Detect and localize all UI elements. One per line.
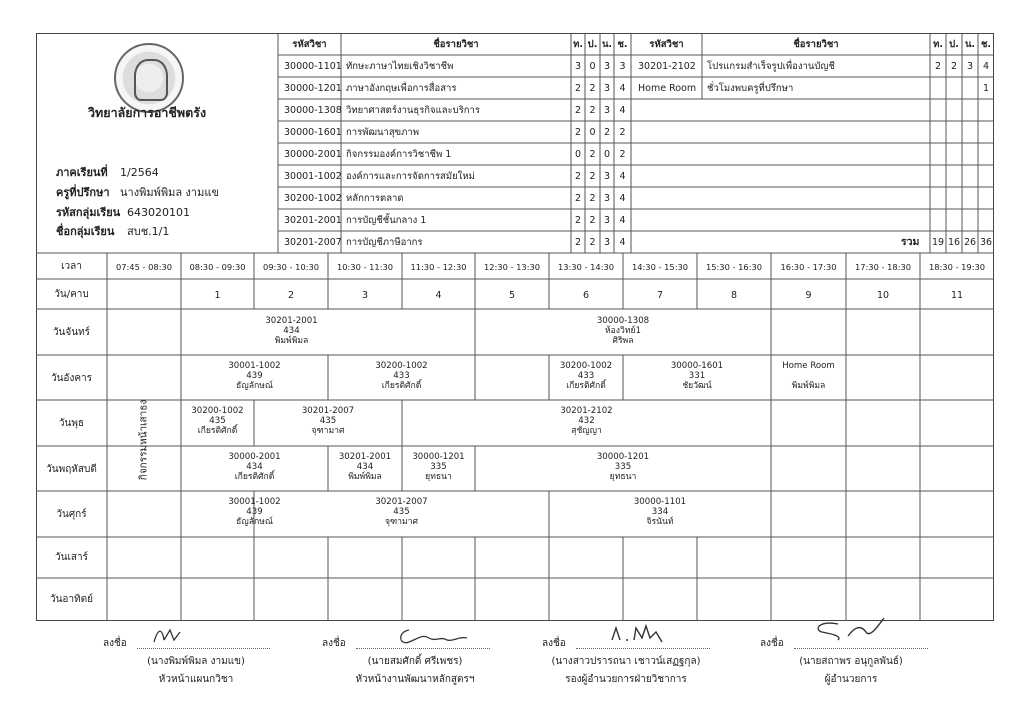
subject-code: 30000-2001 (284, 149, 342, 160)
header-c-right: ช. (980, 39, 992, 50)
subject-name: การพัฒนาสุขภาพ (346, 127, 420, 138)
subject-code: 30000-1308 (284, 105, 342, 116)
handwritten-signature (606, 620, 676, 646)
info-label-group-name: ชื่อกลุ่มเรียน (56, 225, 115, 238)
subject-t: 2 (574, 83, 582, 94)
class-teacher: ยุทธนา (425, 472, 452, 482)
period-number: 10 (876, 290, 890, 301)
subject-p: 2 (589, 193, 596, 204)
class-teacher: พิมพ์พิมล (348, 472, 382, 482)
class-code: 30201-2102 (560, 406, 613, 416)
subject-t: 2 (574, 237, 582, 248)
time-slot: 18:30 - 19:30 (928, 262, 986, 272)
period-number: 7 (656, 290, 664, 301)
signature-line (794, 648, 928, 649)
class-code: 30200-1002 (191, 406, 244, 416)
class-code: 30000-1201 (412, 452, 465, 462)
signer-name: (นายสถาพร อนุกูลพันธ์) (799, 656, 903, 667)
subject-name: หลักการตลาด (346, 193, 404, 204)
signer-name: (นางสาวปรารถนา เชาวน์เสฏฐกุล) (551, 656, 701, 667)
subject-p: 2 (589, 149, 596, 160)
subject-code: 30000-1601 (284, 127, 342, 138)
sign-label: ลงชื่อ (542, 638, 566, 649)
subject-code: 30001-1002 (284, 171, 342, 182)
class-block (402, 452, 475, 482)
class-room: 435 (319, 416, 337, 426)
class-room: 435 (209, 416, 226, 426)
class-code: 30201-2007 (301, 406, 355, 416)
class-teacher: พิมพ์พิมล (791, 381, 826, 391)
college-name: วิทยาลัยการอาชีพตรัง (88, 105, 207, 120)
class-teacher: สุชัญญา (571, 426, 602, 436)
class-room: 434 (356, 462, 374, 472)
subject-t: 2 (574, 105, 582, 116)
class-teacher: เกียรติศักดิ์ (381, 381, 422, 391)
class-room: 331 (688, 371, 706, 381)
class-room: 434 (283, 326, 300, 336)
header-p-right: ป. (949, 39, 959, 50)
day-label-thursday: วันพฤหัสบดี (46, 464, 97, 475)
subject-n: 2 (603, 127, 611, 138)
class-teacher: จุฑามาศ (385, 517, 418, 527)
period-number: 11 (950, 290, 964, 301)
class-code: 30201-2007 (375, 497, 428, 507)
subject-name: ชั่วโมงพบครูที่ปรึกษา (707, 83, 794, 94)
header-t-left: ท. (573, 39, 583, 50)
time-slot: 10:30 - 11:30 (336, 262, 394, 272)
total-c: 36 (979, 237, 993, 248)
header-p-left: ป. (587, 39, 598, 50)
period-number: 3 (361, 290, 369, 301)
day-label-monday: วันจันทร์ (52, 327, 91, 338)
handwritten-signature (808, 614, 888, 646)
class-room: 433 (393, 371, 410, 381)
class-room: 435 (393, 507, 410, 517)
class-room: 335 (614, 462, 632, 472)
header-n-left: น. (601, 39, 613, 50)
class-code: 30001-1002 (228, 361, 281, 371)
subject-p: 2 (589, 237, 596, 248)
handwritten-signature (395, 624, 485, 648)
time-slot: 14:30 - 15:30 (631, 262, 689, 272)
signature-line (576, 648, 710, 649)
subject-n: 3 (966, 61, 974, 72)
class-room: 335 (430, 462, 447, 472)
subject-name: วิทยาศาสตร์งานธุรกิจและบริการ (346, 105, 480, 116)
subject-n: 3 (603, 61, 611, 72)
subject-c: 4 (619, 193, 626, 204)
class-block (181, 316, 402, 346)
header-subject-code-left: รหัสวิชา (292, 39, 327, 50)
subject-n: 3 (603, 105, 611, 116)
subject-p: 2 (589, 215, 596, 226)
handwritten-signature (150, 624, 190, 648)
total-n: 26 (963, 237, 977, 248)
class-room: 439 (246, 507, 263, 517)
class-block (475, 316, 771, 346)
class-room (771, 371, 846, 381)
subject-p: 2 (589, 171, 596, 182)
day-label-friday: วันศุกร์ (56, 509, 87, 520)
info-label-group-code: รหัสกลุ่มเรียน (56, 206, 121, 219)
subject-name: ทักษะภาษาไทยเชิงวิชาชีพ (346, 61, 454, 72)
subject-n: 3 (603, 193, 611, 204)
subject-p: 2 (950, 61, 958, 72)
time-slot: 08:30 - 09:30 (189, 262, 246, 272)
subject-code: 30200-1002 (284, 193, 342, 204)
subject-t: 2 (574, 127, 582, 138)
subject-name: การบัญชีชั้นกลาง 1 (346, 215, 427, 226)
class-room: 433 (577, 371, 595, 381)
signer-position: หัวหน้าแผนกวิชา (158, 674, 234, 685)
subject-code: 30201-2007 (284, 237, 342, 248)
time-slot: 11:30 - 12:30 (410, 262, 467, 272)
class-teacher: ชัยวัฒน์ (682, 381, 712, 391)
period-label: วัน/คาบ (54, 289, 89, 300)
class-teacher: ศิริพล (612, 336, 634, 346)
period-number: 9 (805, 290, 812, 301)
info-value-group-code: 643020101 (127, 206, 190, 219)
subject-n: 3 (603, 237, 611, 248)
time-slot: 12:30 - 13:30 (483, 262, 541, 272)
signer-position: ผู้อำนวยการ (824, 674, 878, 685)
time-slot: 13:30 - 14:30 (557, 262, 615, 272)
class-room: 439 (246, 371, 263, 381)
subject-p: 2 (589, 83, 596, 94)
subject-c: 2 (619, 149, 626, 160)
subject-c: 3 (619, 61, 626, 72)
class-teacher: เกียรติศักดิ์ (234, 472, 275, 482)
subject-t: 2 (934, 61, 942, 72)
subject-code: 30201-2001 (284, 215, 342, 226)
class-code: 30001-1002 (228, 497, 281, 507)
subject-t: 2 (574, 215, 582, 226)
class-block (549, 497, 771, 527)
subject-c: 4 (619, 83, 626, 94)
time-label: เวลา (61, 261, 82, 272)
class-block (181, 452, 328, 482)
header-n-right: น. (964, 39, 976, 50)
subject-name: การบัญชีภาษีอากร (346, 237, 423, 248)
morning-activity-label: กิจกรรมหน้าเสาธง (138, 399, 150, 481)
subject-c: 2 (619, 127, 626, 138)
header-subject-name-left: ชื่อรายวิชา (433, 39, 479, 50)
class-code: 30200-1002 (375, 361, 428, 371)
class-teacher: เกียรติศักดิ์ (566, 381, 606, 391)
header-subject-code-right: รหัสวิชา (649, 39, 684, 50)
sign-label: ลงชื่อ (760, 638, 784, 649)
info-value-group-name: สบช.1/1 (127, 225, 170, 238)
time-slot: 15:30 - 16:30 (705, 262, 763, 272)
class-teacher: ยุทธนา (609, 472, 637, 482)
class-block (402, 406, 771, 436)
day-label-tuesday: วันอังคาร (50, 373, 92, 384)
class-code: 30201-2001 (338, 452, 392, 462)
subject-c: 4 (619, 215, 626, 226)
class-teacher: จุฑามาศ (311, 426, 345, 436)
class-teacher: ธัญลักษณ์ (236, 381, 273, 391)
period-number: 2 (287, 290, 295, 301)
period-number: 4 (435, 290, 442, 301)
class-code: 30000-1308 (596, 316, 650, 326)
class-code: 30201-2001 (265, 316, 318, 326)
class-code: Home Room (782, 361, 835, 371)
class-teacher: พิมพ์พิมล (274, 336, 309, 346)
subject-name: ภาษาอังกฤษเพื่อการสื่อสาร (346, 83, 457, 94)
class-room: ห้องวิทย์1 (604, 326, 642, 336)
subject-name: โปรแกรมสำเร็จรูปเพื่องานบัญชี (707, 61, 835, 72)
sign-label: ลงชื่อ (322, 638, 346, 649)
subject-t: 2 (574, 171, 582, 182)
info-value-advisor: นางพิมพ์พิมล งามแข (120, 186, 219, 199)
subject-name: กิจกรรมองค์การวิชาชีพ 1 (346, 149, 452, 160)
subject-c: 1 (982, 83, 990, 94)
signer-position: หัวหน้างานพัฒนาหลักสูตรฯ (355, 674, 475, 685)
total-label: รวม (901, 236, 920, 248)
subject-c: 4 (619, 237, 626, 248)
signer-name: (นายสมศักดิ์ ศรีเพชร) (367, 656, 463, 667)
header-t-right: ท. (933, 39, 943, 50)
info-label-term: ภาคเรียนที่ (56, 166, 108, 179)
subject-t: 2 (574, 193, 582, 204)
subject-c: 4 (982, 61, 990, 72)
class-block (181, 406, 254, 436)
subject-p: 0 (589, 127, 596, 138)
class-block (771, 361, 846, 391)
time-slot: 07:45 - 08:30 (115, 262, 173, 272)
subject-n: 0 (603, 149, 611, 160)
subject-n: 3 (603, 83, 611, 94)
period-number: 6 (582, 290, 590, 301)
subject-n: 3 (603, 215, 611, 226)
class-block (254, 497, 549, 527)
class-room: 334 (651, 507, 669, 517)
header-subject-name-right: ชื่อรายวิชา (793, 39, 839, 50)
class-block (549, 361, 623, 391)
subject-c: 4 (619, 105, 626, 116)
subject-code: 30201-2102 (638, 61, 696, 72)
info-value-term: 1/2564 (120, 166, 159, 179)
class-block (254, 406, 402, 436)
subject-p: 0 (589, 61, 596, 72)
day-label-saturday: วันเสาร์ (55, 552, 88, 563)
subject-t: 3 (574, 61, 582, 72)
subject-code: 30000-1101 (284, 61, 342, 72)
class-block (328, 452, 402, 482)
subject-code: 30000-1201 (284, 83, 342, 94)
total-p: 16 (947, 237, 961, 248)
signature-line (356, 648, 490, 649)
class-code: 30200-1002 (559, 361, 613, 371)
period-number: 1 (214, 290, 221, 301)
class-code: 30000-1601 (670, 361, 724, 371)
day-label-wednesday: วันพุธ (58, 418, 85, 429)
signature-line (137, 648, 270, 649)
header-c-left: ช. (617, 39, 628, 50)
subject-name: องค์การและการจัดการสมัยใหม่ (346, 171, 475, 182)
class-code: 30000-1201 (596, 452, 650, 462)
class-code: 30000-1101 (633, 497, 687, 507)
class-block (181, 361, 328, 391)
time-slot: 09:30 - 10:30 (262, 262, 320, 272)
subject-n: 3 (603, 171, 611, 182)
subject-p: 2 (589, 105, 596, 116)
class-room: 434 (246, 462, 263, 472)
class-teacher: จิรนันท์ (646, 517, 674, 527)
class-teacher: ธัญลักษณ์ (236, 517, 273, 527)
class-teacher: เกียรติศักดิ์ (197, 426, 238, 436)
subject-c: 4 (619, 171, 626, 182)
sign-label: ลงชื่อ (103, 638, 127, 649)
class-block (328, 361, 475, 391)
time-slot: 16:30 - 17:30 (780, 262, 837, 272)
time-slot: 17:30 - 18:30 (854, 262, 912, 272)
period-number: 5 (508, 290, 516, 301)
class-code: 30000-2001 (228, 452, 281, 462)
signer-name: (นางพิมพ์พิมล งามแข) (147, 656, 245, 667)
total-t: 19 (931, 237, 945, 248)
class-block (475, 452, 771, 482)
period-number: 8 (730, 290, 738, 301)
class-room: 432 (578, 416, 595, 426)
subject-code: Home Room (638, 83, 697, 94)
signer-position: รองผู้อำนวยการฝ่ายวิชาการ (565, 674, 687, 685)
day-label-sunday: วันอาทิตย์ (49, 594, 94, 605)
subject-t: 0 (574, 149, 582, 160)
class-block (623, 361, 771, 391)
info-label-advisor: ครูที่ปรึกษา (56, 186, 110, 199)
